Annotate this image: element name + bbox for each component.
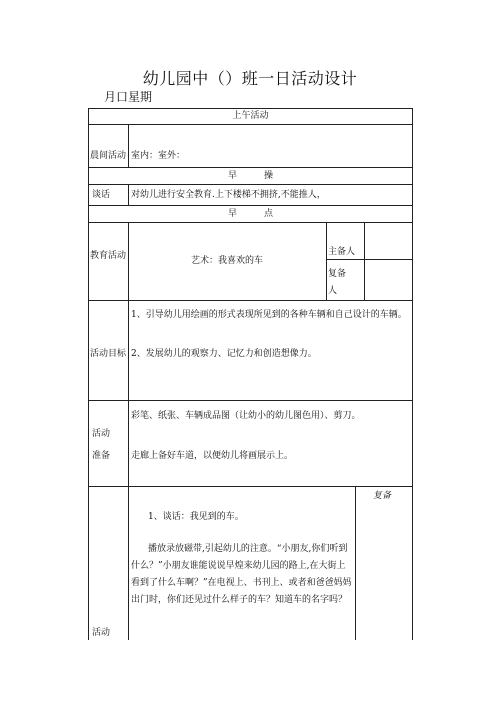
prep-item-1: 彩笔、纸张、车辆成品图（让幼小的幼儿图色用）、剪刀。	[131, 411, 361, 421]
education-label: 教育活动	[90, 251, 127, 261]
morning-activity-value: 室内：室外：	[131, 151, 186, 161]
table-rule	[88, 108, 89, 640]
exercise-header: 早 操	[227, 171, 273, 181]
table-rule	[412, 108, 413, 640]
morning-activity-label: 晨间活动	[90, 151, 127, 161]
goals-label: 活动目标	[90, 349, 127, 359]
review-label: 复备人	[328, 269, 347, 296]
prep-label-1: 活动	[92, 429, 111, 439]
table-rule	[88, 300, 413, 301]
table-rule	[326, 259, 413, 260]
table-rule	[128, 222, 129, 640]
prep-label-2: 准备	[92, 451, 111, 461]
goal-item-1: 1、引导幼儿用绘画的形式表现所见到的各种车辆和自己设计的车辆。	[131, 310, 407, 320]
process-review-label: 复备	[373, 491, 392, 501]
talk-value: 对幼儿进行安全教育.上下楼梯不拥挤,不能推人，	[131, 190, 326, 200]
table-rule	[364, 222, 365, 300]
table-rule	[355, 486, 356, 640]
prep-item-2: 走廊上备好车道，以便幼儿将画展示上。	[131, 451, 294, 461]
snack-header: 早 点	[227, 209, 273, 219]
main-teacher-label: 主备人	[328, 247, 356, 257]
process-label: 活动	[92, 628, 111, 638]
morning-header: 上午活动	[232, 111, 269, 121]
process-step-1: 1、谈话：我见到的车。	[148, 512, 244, 522]
table-rule	[88, 205, 413, 206]
table-rule	[88, 124, 413, 125]
table-rule	[88, 167, 413, 168]
table-rule	[128, 124, 129, 167]
table-rule	[326, 222, 327, 300]
process-paragraph: 播放录放磁带,引起幼儿的注意。“小朋友,你们听到什么？”小朋友谁能说说早煌来幼儿园的路上,在大街上看到了什么车啊？”在电视上、书刊上、或者和爸爸妈妈出门时，你们还见过什么样子的车？知道车的名字吗？	[131, 544, 352, 605]
talk-label: 谈话	[92, 190, 111, 200]
goal-item-2: 2、发展幼儿的观察力、记忆力和创造想像力。	[131, 349, 317, 359]
table-rule	[88, 400, 413, 401]
table-rule	[88, 184, 413, 185]
table-rule	[88, 486, 413, 487]
education-content: 艺术：我喜欢的车	[190, 256, 263, 266]
date-line: 月口星期	[104, 90, 153, 104]
table-rule	[88, 108, 413, 109]
page-title: 幼儿园中（）班一日活动设计	[142, 69, 358, 88]
table-rule	[128, 184, 129, 205]
